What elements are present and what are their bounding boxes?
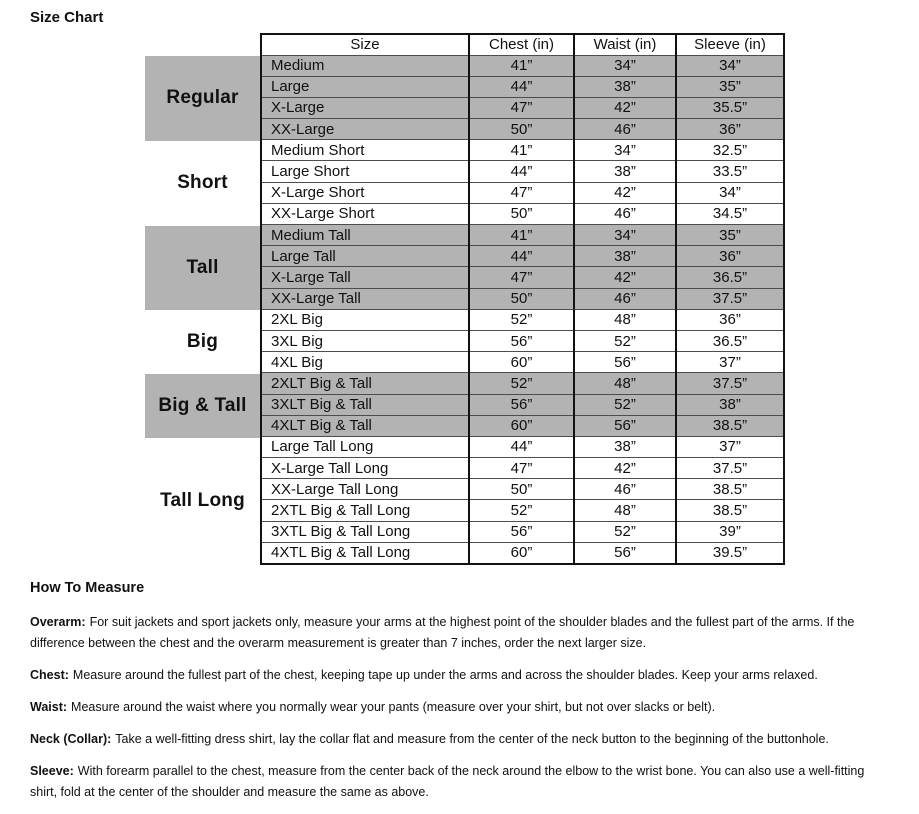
waist-cell: 38” — [574, 246, 676, 267]
sleeve-cell: 37.5” — [676, 458, 784, 479]
size-chart-table — [260, 33, 785, 565]
chest-cell: 41” — [469, 140, 574, 161]
measure-text: For suit jackets and sport jackets only, measure your arms at the highest point of the shoulder blades and the fullest part of the arms. If the difference between the chest and the overarm measurement is greater than 7 inches, order the next larger size. — [30, 615, 855, 650]
chest-cell: 56” — [469, 330, 574, 351]
table-row — [261, 309, 784, 330]
size-cell: 2XLT Big & Tall — [261, 373, 469, 394]
chest-cell: 47” — [469, 97, 574, 118]
waist-cell: 46” — [574, 119, 676, 140]
waist-cell: 42” — [574, 458, 676, 479]
chest-cell: 41” — [469, 225, 574, 246]
group-label-regular: Regular — [145, 56, 260, 141]
measure-item-overarm — [30, 612, 894, 654]
chest-cell: 60” — [469, 415, 574, 436]
size-cell: Large Tall — [261, 246, 469, 267]
size-cell: 3XLT Big & Tall — [261, 394, 469, 415]
waist-cell: 38” — [574, 161, 676, 182]
sleeve-cell: 36” — [676, 119, 784, 140]
group-label-tall-long: Tall Long — [160, 490, 245, 512]
size-cell: X-Large Tall Long — [261, 458, 469, 479]
measure-term: Overarm: — [30, 615, 86, 629]
sleeve-cell: 34” — [676, 182, 784, 203]
size-cell: 2XTL Big & Tall Long — [261, 500, 469, 521]
table-row — [261, 246, 784, 267]
waist-cell: 46” — [574, 288, 676, 309]
sleeve-cell: 39” — [676, 521, 784, 542]
table-row — [261, 267, 784, 288]
measure-text: Take a well-fitting dress shirt, lay the collar flat and measure from the center of the neck button to the beginning of the buttonhole. — [115, 732, 829, 746]
table-row — [261, 394, 784, 415]
fit-group-column — [145, 33, 260, 565]
table-row — [261, 542, 784, 563]
size-cell: XX-Large Tall Long — [261, 479, 469, 500]
size-cell: XX-Large — [261, 119, 469, 140]
chest-cell: 50” — [469, 203, 574, 224]
sleeve-cell: 38” — [676, 394, 784, 415]
measure-item-chest — [30, 665, 894, 686]
chest-cell: 44” — [469, 436, 574, 457]
waist-cell: 34” — [574, 55, 676, 76]
chest-cell: 44” — [469, 161, 574, 182]
waist-cell: 46” — [574, 203, 676, 224]
size-cell: XX-Large Short — [261, 203, 469, 224]
chest-cell: 44” — [469, 246, 574, 267]
sleeve-cell: 36.5” — [676, 330, 784, 351]
size-cell: 4XLT Big & Tall — [261, 415, 469, 436]
waist-cell: 42” — [574, 97, 676, 118]
waist-cell: 56” — [574, 542, 676, 563]
table-row — [261, 161, 784, 182]
sleeve-cell: 37.5” — [676, 288, 784, 309]
sleeve-cell: 36” — [676, 309, 784, 330]
chest-cell: 50” — [469, 119, 574, 140]
sleeve-cell: 35” — [676, 225, 784, 246]
header-waist: Waist (in) — [574, 34, 676, 55]
size-cell: X-Large — [261, 97, 469, 118]
chest-cell: 47” — [469, 182, 574, 203]
table-row — [261, 458, 784, 479]
waist-cell: 42” — [574, 267, 676, 288]
sleeve-cell: 36” — [676, 246, 784, 267]
waist-cell: 56” — [574, 352, 676, 373]
waist-cell: 38” — [574, 76, 676, 97]
chest-cell: 52” — [469, 373, 574, 394]
sleeve-cell: 34” — [676, 55, 784, 76]
size-cell: X-Large Tall — [261, 267, 469, 288]
waist-cell: 48” — [574, 500, 676, 521]
waist-cell: 42” — [574, 182, 676, 203]
size-cell: Medium Tall — [261, 225, 469, 246]
measure-text: With forearm parallel to the chest, measure from the center back of the neck around the elbow to the wrist bone. You can also use a well-fitting shirt, fold at the center of the shoulder and measure the same as above. — [30, 764, 865, 799]
size-cell: Large Tall Long — [261, 436, 469, 457]
measure-item-sleeve — [30, 761, 894, 803]
sleeve-cell: 36.5” — [676, 267, 784, 288]
page-title: Size Chart — [30, 9, 104, 26]
measure-term: Neck (Collar): — [30, 732, 112, 746]
sleeve-cell: 32.5” — [676, 140, 784, 161]
table-row — [261, 330, 784, 351]
measure-text: Measure around the waist where you normally wear your pants (measure over your shirt, but not over slacks or belt). — [71, 700, 716, 714]
sleeve-cell: 35” — [676, 76, 784, 97]
size-cell: XX-Large Tall — [261, 288, 469, 309]
table-row — [261, 479, 784, 500]
how-to-measure-title: How To Measure — [30, 580, 145, 596]
chest-cell: 52” — [469, 500, 574, 521]
waist-cell: 38” — [574, 436, 676, 457]
header-sleeve: Sleeve (in) — [676, 34, 784, 55]
table-row — [261, 55, 784, 76]
chest-cell: 56” — [469, 394, 574, 415]
group-label-tall: Tall — [145, 226, 260, 311]
sleeve-cell: 38.5” — [676, 415, 784, 436]
table-row — [261, 225, 784, 246]
chest-cell: 50” — [469, 479, 574, 500]
chest-cell: 56” — [469, 521, 574, 542]
sleeve-cell: 33.5” — [676, 161, 784, 182]
size-chart-table-area — [145, 33, 785, 565]
size-cell: 3XL Big — [261, 330, 469, 351]
chest-cell: 44” — [469, 76, 574, 97]
table-row — [261, 352, 784, 373]
table-row — [261, 182, 784, 203]
table-row — [261, 521, 784, 542]
table-row — [261, 97, 784, 118]
waist-cell: 52” — [574, 521, 676, 542]
size-cell: 4XL Big — [261, 352, 469, 373]
table-row — [261, 288, 784, 309]
group-label-big-tall: Big & Tall — [145, 374, 260, 438]
size-cell: 3XTL Big & Tall Long — [261, 521, 469, 542]
chest-cell: 41” — [469, 55, 574, 76]
table-row — [261, 436, 784, 457]
group-label-big: Big — [186, 331, 219, 353]
size-cell: 4XTL Big & Tall Long — [261, 542, 469, 563]
table-row — [261, 415, 784, 436]
measure-term: Waist: — [30, 700, 68, 714]
table-row — [261, 373, 784, 394]
chest-cell: 52” — [469, 309, 574, 330]
table-row — [261, 500, 784, 521]
header-row — [261, 34, 784, 55]
sleeve-cell: 35.5” — [676, 97, 784, 118]
chest-cell: 60” — [469, 542, 574, 563]
how-to-measure-section — [30, 580, 894, 814]
table-row — [261, 119, 784, 140]
waist-cell: 52” — [574, 330, 676, 351]
table-row — [261, 203, 784, 224]
sleeve-cell: 39.5” — [676, 542, 784, 563]
waist-cell: 34” — [574, 140, 676, 161]
sleeve-cell: 37” — [676, 436, 784, 457]
chest-cell: 60” — [469, 352, 574, 373]
group-label-short: Short — [177, 172, 228, 194]
size-cell: Medium Short — [261, 140, 469, 161]
table-row — [261, 140, 784, 161]
sleeve-cell: 38.5” — [676, 479, 784, 500]
header-chest: Chest (in) — [469, 34, 574, 55]
sleeve-cell: 37.5” — [676, 373, 784, 394]
sleeve-cell: 34.5” — [676, 203, 784, 224]
measure-term: Sleeve: — [30, 764, 74, 778]
size-cell: Medium — [261, 55, 469, 76]
chest-cell: 50” — [469, 288, 574, 309]
measure-term: Chest: — [30, 668, 69, 682]
size-cell: 2XL Big — [261, 309, 469, 330]
measure-item-neck — [30, 729, 894, 750]
waist-cell: 34” — [574, 225, 676, 246]
chest-cell: 47” — [469, 458, 574, 479]
waist-cell: 56” — [574, 415, 676, 436]
waist-cell: 48” — [574, 373, 676, 394]
table-row — [261, 76, 784, 97]
header-size: Size — [350, 36, 380, 54]
size-cell: Large Short — [261, 161, 469, 182]
size-cell: X-Large Short — [261, 182, 469, 203]
waist-cell: 52” — [574, 394, 676, 415]
size-cell: Large — [261, 76, 469, 97]
measure-item-waist — [30, 697, 894, 718]
waist-cell: 48” — [574, 309, 676, 330]
chest-cell: 47” — [469, 267, 574, 288]
group-column-spacer — [145, 33, 260, 56]
measure-text: Measure around the fullest part of the chest, keeping tape up under the arms and across the shoulder blades. Keep your arms relaxed. — [72, 668, 818, 682]
sleeve-cell: 38.5” — [676, 500, 784, 521]
waist-cell: 46” — [574, 479, 676, 500]
sleeve-cell: 37” — [676, 352, 784, 373]
